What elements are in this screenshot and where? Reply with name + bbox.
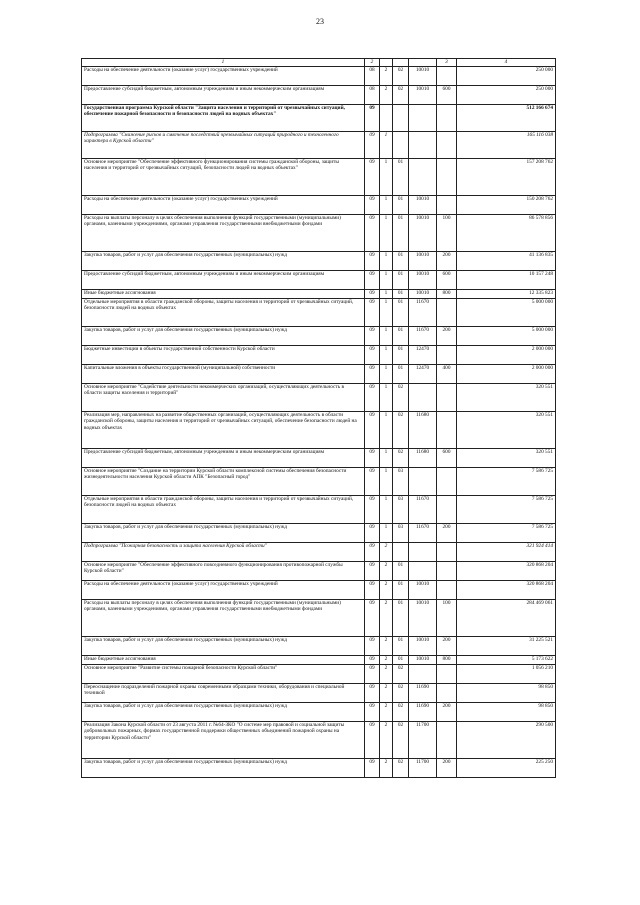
code-program-cell: 09 xyxy=(365,523,380,542)
code-direction-cell: 10010 xyxy=(409,195,437,214)
expense-type-cell: 200 xyxy=(437,702,457,721)
code-program-cell: 09 xyxy=(365,214,380,251)
code-program-cell: 09 xyxy=(365,251,380,270)
row-name-cell: Расходы на выплаты персоналу в целях обеспечения выполнения функций государственными (муниципальными) органами, казенными учреждениями, органами управления государственными внебюджетными фондами xyxy=(82,214,365,251)
code-event-cell: 01 xyxy=(393,599,409,636)
table-row xyxy=(82,411,556,448)
code-direction-cell: 10010 xyxy=(409,251,437,270)
code-subprogram-cell: 1 xyxy=(380,195,393,214)
code-event-cell: 02 xyxy=(393,758,409,777)
code-event-cell: 02 xyxy=(393,85,409,104)
code-subprogram-cell: 1 xyxy=(380,495,393,523)
table-row xyxy=(82,131,556,158)
code-event-cell: 01 xyxy=(393,364,409,383)
amount-cell: 5 000 000 xyxy=(457,298,556,326)
code-direction-cell: 11680 xyxy=(409,448,437,467)
expense-type-cell xyxy=(437,467,457,495)
amount-cell: 225 250 xyxy=(457,758,556,777)
code-program-cell: 09 xyxy=(365,158,380,195)
amount-cell: 320 551 xyxy=(457,448,556,467)
code-direction-cell: 10010 xyxy=(409,655,437,664)
code-event-cell: 03 xyxy=(393,467,409,495)
code-event-cell: 01 xyxy=(393,195,409,214)
code-program-cell: 09 xyxy=(365,636,380,655)
amount-cell: 86 578 856 xyxy=(457,214,556,251)
row-name-cell: Закупка товаров, работ и услуг для обеспечения государственных (муниципальных) нужд xyxy=(82,326,365,345)
code-program-cell: 09 xyxy=(365,664,380,683)
amount-cell: 320 868 204 xyxy=(457,580,556,599)
amount-cell: 250 000 xyxy=(457,66,556,85)
row-name-cell: Закупка товаров, работ и услуг для обеспечения государственных (муниципальных) нужд xyxy=(82,636,365,655)
expense-type-cell: 800 xyxy=(437,289,457,298)
budget-table xyxy=(81,58,556,778)
table-row xyxy=(82,721,556,758)
expense-type-cell: 600 xyxy=(437,270,457,289)
table-row xyxy=(82,251,556,270)
expense-type-cell xyxy=(437,411,457,448)
row-name-cell: Закупка товаров, работ и услуг для обеспечения государственных (муниципальных) нужд xyxy=(82,758,365,777)
table-body xyxy=(82,66,556,777)
code-direction-cell xyxy=(409,664,437,683)
expense-type-cell xyxy=(437,721,457,758)
table-row xyxy=(82,158,556,195)
code-direction-cell: 10010 xyxy=(409,599,437,636)
code-program-cell: 09 xyxy=(365,104,380,131)
amount-cell: 512 166 674 xyxy=(457,104,556,131)
table-row xyxy=(82,66,556,85)
code-event-cell xyxy=(393,542,409,561)
row-name-cell: Иные бюджетные ассигнования xyxy=(82,289,365,298)
expense-type-cell: 800 xyxy=(437,655,457,664)
amount-cell: 2 000 000 xyxy=(457,345,556,364)
code-program-cell: 09 xyxy=(365,702,380,721)
expense-type-cell: 200 xyxy=(437,251,457,270)
code-direction-cell: 11690 xyxy=(409,683,437,702)
code-program-cell: 09 xyxy=(365,326,380,345)
table-row xyxy=(82,599,556,636)
expense-type-cell: 200 xyxy=(437,758,457,777)
code-event-cell: 02 xyxy=(393,721,409,758)
code-subprogram-cell: 2 xyxy=(380,721,393,758)
expense-type-cell xyxy=(437,158,457,195)
row-name-cell: Реализация Закона Курской области от 23 августа 2011 г. №64-ЗКО "О системе мер правовой и социальной защиты добровольных пожарных, формах государственной поддержки общественных объединений пожарной охраны на территории Курской области" xyxy=(82,721,365,758)
code-program-cell: 09 xyxy=(365,448,380,467)
code-event-cell: 01 xyxy=(393,214,409,251)
expense-type-cell xyxy=(437,104,457,131)
amount-cell: 165 116 038 xyxy=(457,131,556,158)
table-row xyxy=(82,636,556,655)
row-name-cell: Расходы на выплаты персоналу в целях обеспечения выполнения функций государственными (муниципальными) органами, казенными учреждениями, органами управления государственными внебюджетными фондами xyxy=(82,599,365,636)
code-direction-cell xyxy=(409,158,437,195)
row-name-cell: Отдельные мероприятия в области гражданской обороны, защиты населения и территорий от чрезвычайных ситуаций, безопасности людей на водных объектах xyxy=(82,495,365,523)
table-row xyxy=(82,467,556,495)
row-name-cell: Государственная программа Курской области "Защита населения и территорий от чрезвычайных ситуаций, обеспечение пожарной безопасности и безопасности людей на водных объектах" xyxy=(82,104,365,131)
amount-cell: 98 850 xyxy=(457,683,556,702)
expense-type-cell: 600 xyxy=(437,85,457,104)
code-direction-cell: 11670 xyxy=(409,495,437,523)
code-program-cell: 09 xyxy=(365,467,380,495)
row-name-cell: Подпрограмма "Пожарная безопасность и защита населения Курской области" xyxy=(82,542,365,561)
expense-type-cell xyxy=(437,345,457,364)
table-row xyxy=(82,85,556,104)
code-program-cell: 09 xyxy=(365,580,380,599)
row-name-cell: Закупка товаров, работ и услуг для обеспечения государственных (муниципальных) нужд xyxy=(82,523,365,542)
code-event-cell: 03 xyxy=(393,495,409,523)
amount-cell: 320 551 xyxy=(457,411,556,448)
expense-type-cell: 200 xyxy=(437,523,457,542)
code-event-cell: 02 xyxy=(393,66,409,85)
row-name-cell: Основное мероприятие "Развитие системы пожарной безопасности Курской области" xyxy=(82,664,365,683)
code-subprogram-cell: 2 xyxy=(380,655,393,664)
code-subprogram-cell: 1 xyxy=(380,158,393,195)
code-direction-cell: 11680 xyxy=(409,411,437,448)
code-event-cell: 01 xyxy=(393,298,409,326)
row-name-cell: Предоставление субсидий бюджетным, автономным учреждениям и иным некоммерческим организациям xyxy=(82,270,365,289)
amount-cell: 41 136 835 xyxy=(457,251,556,270)
amount-cell: 10 157 248 xyxy=(457,270,556,289)
code-subprogram-cell: 1 xyxy=(380,383,393,411)
code-program-cell: 09 xyxy=(365,542,380,561)
header-cell: 1 xyxy=(82,59,365,67)
amount-cell: 5 173 622 xyxy=(457,655,556,664)
expense-type-cell xyxy=(437,664,457,683)
table-row xyxy=(82,383,556,411)
code-subprogram-cell: 1 xyxy=(380,214,393,251)
table-row xyxy=(82,448,556,467)
code-event-cell: 01 xyxy=(393,251,409,270)
code-event-cell: 01 xyxy=(393,655,409,664)
amount-cell: 321 924 414 xyxy=(457,542,556,561)
expense-type-cell: 200 xyxy=(437,326,457,345)
code-program-cell: 09 xyxy=(365,495,380,523)
expense-type-cell xyxy=(437,131,457,158)
code-event-cell: 03 xyxy=(393,523,409,542)
row-name-cell: Реализация мер, направленных на развитие общественных организаций, осуществляющих деятельность в области гражданской обороны, защиты населения и территорий от чрезвычайных ситуаций, обеспечение безопасности людей на водных объектах xyxy=(82,411,365,448)
code-direction-cell: 10010 xyxy=(409,85,437,104)
code-event-cell: 01 xyxy=(393,345,409,364)
row-name-cell: Закупка товаров, работ и услуг для обеспечения государственных (муниципальных) нужд xyxy=(82,251,365,270)
code-direction-cell: 12470 xyxy=(409,345,437,364)
code-direction-cell: 11670 xyxy=(409,523,437,542)
table-row xyxy=(82,702,556,721)
table-row xyxy=(82,542,556,561)
table-row xyxy=(82,364,556,383)
code-program-cell: 09 xyxy=(365,655,380,664)
code-direction-cell: 11700 xyxy=(409,721,437,758)
table-row xyxy=(82,104,556,131)
code-subprogram-cell: 1 xyxy=(380,326,393,345)
expense-type-cell: 100 xyxy=(437,599,457,636)
code-event-cell: 02 xyxy=(393,411,409,448)
code-event-cell xyxy=(393,104,409,131)
table-row xyxy=(82,523,556,542)
table-row xyxy=(82,289,556,298)
code-direction-cell: 11700 xyxy=(409,758,437,777)
code-direction-cell: 11670 xyxy=(409,326,437,345)
expense-type-cell xyxy=(437,298,457,326)
table-header xyxy=(82,59,556,67)
table-row xyxy=(82,195,556,214)
amount-cell: 98 850 xyxy=(457,702,556,721)
code-program-cell: 09 xyxy=(365,721,380,758)
table-row xyxy=(82,758,556,777)
code-event-cell: 01 xyxy=(393,289,409,298)
code-program-cell: 09 xyxy=(365,758,380,777)
table-row xyxy=(82,326,556,345)
expense-type-cell: 600 xyxy=(437,448,457,467)
code-subprogram-cell: 1 xyxy=(380,289,393,298)
code-direction-cell xyxy=(409,104,437,131)
code-event-cell: 01 xyxy=(393,636,409,655)
code-event-cell: 02 xyxy=(393,664,409,683)
code-direction-cell: 10010 xyxy=(409,289,437,298)
code-program-cell: 09 xyxy=(365,289,380,298)
code-program-cell: 09 xyxy=(365,270,380,289)
code-event-cell: 01 xyxy=(393,158,409,195)
code-program-cell: 09 xyxy=(365,383,380,411)
code-subprogram-cell: 2 xyxy=(380,636,393,655)
amount-cell: 31 225 521 xyxy=(457,636,556,655)
code-subprogram-cell: 2 xyxy=(380,66,393,85)
row-name-cell: Расходы на обеспечение деятельности (оказание услуг) государственных учреждений xyxy=(82,580,365,599)
header-cell xyxy=(393,59,409,67)
code-program-cell: 09 xyxy=(365,131,380,158)
row-name-cell: Предоставление субсидий бюджетным, автономным учреждениям и иным некоммерческим организациям xyxy=(82,85,365,104)
expense-type-cell xyxy=(437,580,457,599)
code-direction-cell: 11670 xyxy=(409,298,437,326)
expense-type-cell xyxy=(437,561,457,580)
row-name-cell: Расходы на обеспечение деятельности (оказание услуг) государственных учреждений xyxy=(82,195,365,214)
amount-cell: 157 208 762 xyxy=(457,158,556,195)
expense-type-cell: 400 xyxy=(437,364,457,383)
amount-cell: 320 868 204 xyxy=(457,561,556,580)
table-row xyxy=(82,298,556,326)
table-row xyxy=(82,270,556,289)
code-direction-cell xyxy=(409,131,437,158)
code-program-cell: 09 xyxy=(365,364,380,383)
amount-cell: 7 586 725 xyxy=(457,523,556,542)
code-event-cell: 02 xyxy=(393,383,409,411)
code-program-cell: 09 xyxy=(365,345,380,364)
row-name-cell: Основное мероприятие "Обеспечение эффективного функционирования системы гражданской обороны, защиты населения и территорий от чрезвычайных ситуаций, безопасности людей на водных объектах" xyxy=(82,158,365,195)
table-row xyxy=(82,214,556,251)
row-name-cell: Отдельные мероприятия в области гражданской обороны, защиты населения и территорий от чрезвычайных ситуаций, безопасности людей на водных объектах xyxy=(82,298,365,326)
row-name-cell: Предоставление субсидий бюджетным, автономным учреждениям и иным некоммерческим организациям xyxy=(82,448,365,467)
code-event-cell: 01 xyxy=(393,561,409,580)
code-subprogram-cell: 1 xyxy=(380,467,393,495)
table-row xyxy=(82,345,556,364)
code-program-cell: 09 xyxy=(365,411,380,448)
code-direction-cell: 10010 xyxy=(409,214,437,251)
code-direction-cell: 10010 xyxy=(409,66,437,85)
row-name-cell: Основное мероприятие "Обеспечение эффективного повседневного функционирования противопожарной службы Курской области" xyxy=(82,561,365,580)
row-name-cell: Основное мероприятие "Создание на территории Курской области комплексной системы обеспечения безопасности жизнедеятельности населения Курской области АПК "Безопасный город" xyxy=(82,467,365,495)
amount-cell: 12 335 823 xyxy=(457,289,556,298)
expense-type-cell xyxy=(437,683,457,702)
code-subprogram-cell: 2 xyxy=(380,599,393,636)
row-name-cell: Иные бюджетные ассигнования xyxy=(82,655,365,664)
code-direction-cell xyxy=(409,542,437,561)
code-subprogram-cell: 2 xyxy=(380,758,393,777)
code-subprogram-cell: 1 xyxy=(380,364,393,383)
code-direction-cell: 10010 xyxy=(409,636,437,655)
row-name-cell: Основное мероприятие "Содействие деятельности некоммерческих организаций, осуществляющих деятельность в области защиты населения и территорий" xyxy=(82,383,365,411)
page-number: 23 xyxy=(316,17,324,26)
code-event-cell xyxy=(393,131,409,158)
code-subprogram-cell: 1 xyxy=(380,298,393,326)
code-subprogram-cell: 1 xyxy=(380,270,393,289)
amount-cell: 250 000 xyxy=(457,85,556,104)
code-program-cell: 08 xyxy=(365,66,380,85)
code-direction-cell: 10010 xyxy=(409,580,437,599)
amount-cell: 1 056 210 xyxy=(457,664,556,683)
code-event-cell: 02 xyxy=(393,448,409,467)
expense-type-cell xyxy=(437,495,457,523)
code-event-cell: 01 xyxy=(393,580,409,599)
code-subprogram-cell xyxy=(380,104,393,131)
code-direction-cell: 12470 xyxy=(409,364,437,383)
header-cell: 4 xyxy=(457,59,556,67)
header-cell: 2 xyxy=(365,59,380,67)
amount-cell: 150 208 762 xyxy=(457,195,556,214)
header-cell xyxy=(409,59,437,67)
code-event-cell: 01 xyxy=(393,270,409,289)
code-subprogram-cell: 1 xyxy=(380,523,393,542)
expense-type-cell xyxy=(437,66,457,85)
row-name-cell: Переоснащение подразделений пожарной охраны современными образцами техники, оборудования и специальной техникой xyxy=(82,683,365,702)
table-row xyxy=(82,580,556,599)
table-row xyxy=(82,683,556,702)
row-name-cell: Бюджетные инвестиции в объекты государственной собственности Курской области xyxy=(82,345,365,364)
code-direction-cell: 11690 xyxy=(409,702,437,721)
amount-cell: 320 551 xyxy=(457,383,556,411)
code-program-cell: 09 xyxy=(365,195,380,214)
code-direction-cell xyxy=(409,561,437,580)
code-subprogram-cell: 2 xyxy=(380,580,393,599)
table-row xyxy=(82,561,556,580)
code-direction-cell: 10010 xyxy=(409,270,437,289)
code-subprogram-cell: 1 xyxy=(380,345,393,364)
expense-type-cell xyxy=(437,542,457,561)
header-cell xyxy=(380,59,393,67)
expense-type-cell xyxy=(437,383,457,411)
row-name-cell: Расходы на обеспечение деятельности (оказание услуг) государственных учреждений xyxy=(82,66,365,85)
code-subprogram-cell: 2 xyxy=(380,702,393,721)
code-subprogram-cell: 1 xyxy=(380,411,393,448)
amount-cell: 7 586 725 xyxy=(457,495,556,523)
code-subprogram-cell: 1 xyxy=(380,131,393,158)
code-program-cell: 08 xyxy=(365,85,380,104)
amount-cell: 5 000 000 xyxy=(457,326,556,345)
row-name-cell: Капитальные вложения в объекты государственной (муниципальной) собственности xyxy=(82,364,365,383)
amount-cell: 284 469 061 xyxy=(457,599,556,636)
code-direction-cell xyxy=(409,383,437,411)
code-subprogram-cell: 2 xyxy=(380,561,393,580)
code-subprogram-cell: 2 xyxy=(380,85,393,104)
row-name-cell: Закупка товаров, работ и услуг для обеспечения государственных (муниципальных) нужд xyxy=(82,702,365,721)
expense-type-cell: 100 xyxy=(437,214,457,251)
header-cell: 3 xyxy=(437,59,457,67)
table-row xyxy=(82,664,556,683)
code-program-cell: 09 xyxy=(365,561,380,580)
row-name-cell: Подпрограмма "Снижение рисков и смягчение последствий чрезвычайных ситуаций природного и техногенного характера в Курской области" xyxy=(82,131,365,158)
code-program-cell: 09 xyxy=(365,683,380,702)
table-row xyxy=(82,655,556,664)
code-event-cell: 02 xyxy=(393,702,409,721)
code-event-cell: 02 xyxy=(393,683,409,702)
expense-type-cell: 200 xyxy=(437,636,457,655)
code-program-cell: 09 xyxy=(365,599,380,636)
amount-cell: 290 500 xyxy=(457,721,556,758)
code-direction-cell xyxy=(409,467,437,495)
code-subprogram-cell: 1 xyxy=(380,448,393,467)
code-subprogram-cell: 2 xyxy=(380,664,393,683)
amount-cell: 2 000 000 xyxy=(457,364,556,383)
amount-cell: 7 586 725 xyxy=(457,467,556,495)
code-subprogram-cell: 2 xyxy=(380,542,393,561)
table-row xyxy=(82,495,556,523)
code-subprogram-cell: 2 xyxy=(380,683,393,702)
code-subprogram-cell: 1 xyxy=(380,251,393,270)
expense-type-cell xyxy=(437,195,457,214)
code-program-cell: 09 xyxy=(365,298,380,326)
code-event-cell: 01 xyxy=(393,326,409,345)
